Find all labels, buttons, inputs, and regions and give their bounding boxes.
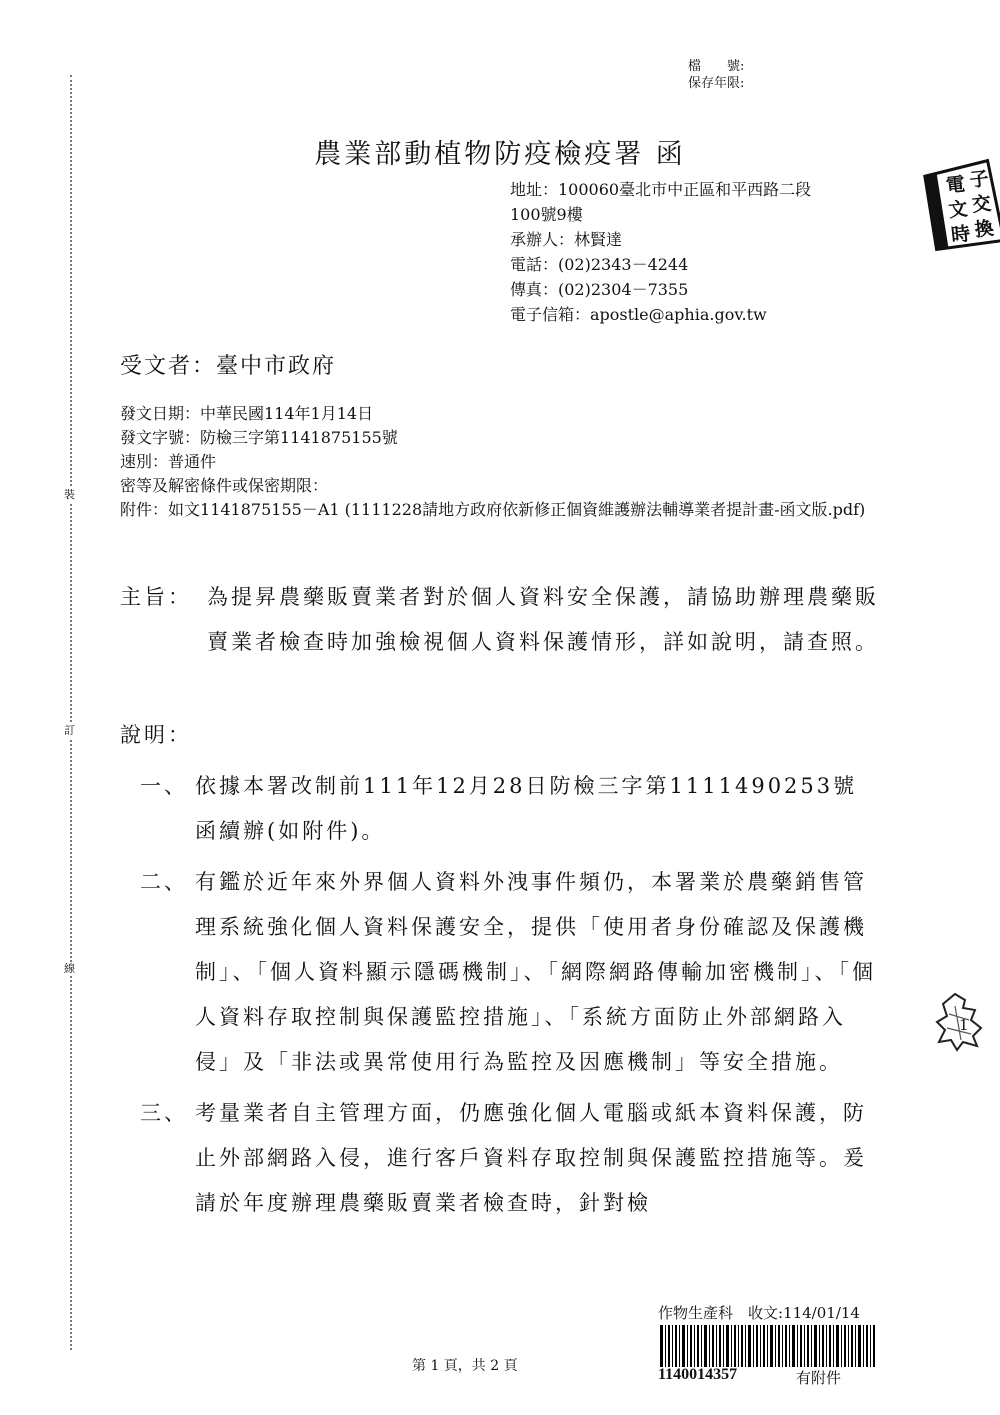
- recipient: 受文者：臺中市政府: [120, 354, 337, 379]
- barcode-bar: [719, 1325, 721, 1367]
- seal-number: 1: [959, 1016, 969, 1034]
- barcode-bar: [672, 1325, 673, 1367]
- barcode-bar: [712, 1325, 714, 1367]
- meta-block: [120, 402, 900, 522]
- barcode-bar: [709, 1325, 710, 1367]
- barcode-bar: [848, 1325, 849, 1367]
- explanation-label: 說明：: [120, 723, 192, 747]
- stamp-char-3: 文: [947, 198, 969, 222]
- barcode-number: 1140014357: [658, 1366, 738, 1383]
- received-stamp: 作物生產科 收文:114/01/14: [658, 1304, 860, 1322]
- retention-label: 保存年限:: [688, 76, 745, 91]
- attachment-note: 有附件: [796, 1369, 842, 1387]
- address-line-2: 100號9樓: [510, 205, 583, 224]
- barcode-bar: [723, 1325, 724, 1367]
- barcode-bar: [731, 1325, 732, 1367]
- barcode-bar: [694, 1325, 695, 1367]
- barcode-bar: [679, 1325, 680, 1367]
- barcode-bar: [866, 1325, 868, 1367]
- explanation-list: [140, 764, 880, 1232]
- fax: 傳真：(02)2304－7355: [510, 280, 689, 299]
- barcode-bar: [836, 1325, 839, 1367]
- barcode-bar: [748, 1325, 751, 1367]
- barcode-bar: [682, 1325, 685, 1367]
- item-number: 三、: [140, 1101, 188, 1125]
- barcode-bar: [814, 1325, 817, 1367]
- page-seal-mark: [935, 990, 985, 1052]
- contact-block: [510, 177, 811, 327]
- barcode: [658, 1325, 878, 1367]
- item-text: 考量業者自主管理方面，仍應強化個人電腦或紙本資料保護，防止外部網路入侵，進行客戶資料存取控制與保護監控措施等。爰請於年度辦理農藥販賣業者檢查時，針對檢: [195, 1101, 867, 1215]
- barcode-bar: [726, 1325, 729, 1367]
- barcode-bar: [778, 1325, 780, 1367]
- barcode-bar: [826, 1325, 827, 1367]
- barcode-bar: [873, 1325, 875, 1367]
- attachment-row: [120, 498, 900, 522]
- address-line-1: 地址：100060臺北市中正區和平西路二段: [510, 180, 812, 199]
- binding-mark-staple: 訂: [64, 724, 75, 737]
- file-number-label: 檔 號:: [688, 59, 745, 74]
- subject-text: 為提昇農藥販賣業者對於個人資料安全保護，請協助辦理農藥販賣業者檢查時加強檢視個人資料保護情形，詳如說明，請查照。: [207, 585, 879, 654]
- barcode-bar: [756, 1325, 758, 1367]
- barcode-bar: [775, 1325, 776, 1367]
- item-text: 有鑑於近年來外界個人資料外洩事件頻仍，本署業於農藥銷售管理系統強化個人資料保護安全，提供「使用者身份確認及保護機制」、「個人資料顯示隱碼機制」、「網際網路傳輸加密機制」、「個人資料存取控制與保護監控措施」、「系統方面防止外部網路入侵」及「非法或異常使用行為監控及因應機制」等安全措施。: [195, 870, 876, 1074]
- attachment-label: 附件：: [120, 500, 169, 519]
- barcode-bar: [675, 1325, 677, 1367]
- barcode-bar: [763, 1325, 765, 1367]
- binding-dotted-line: [70, 75, 72, 1350]
- barcode-bar: [800, 1325, 802, 1367]
- electronic-exchange-stamp: [918, 156, 1000, 253]
- barcode-bar: [844, 1325, 846, 1367]
- document-title: 農業部動植物防疫檢疫署 函: [314, 139, 686, 170]
- subject-block: [120, 575, 890, 665]
- barcode-bar: [819, 1325, 820, 1367]
- barcode-bar: [797, 1325, 798, 1367]
- barcode-bar: [829, 1325, 831, 1367]
- barcode-bar: [753, 1325, 754, 1367]
- explanation-item: [140, 764, 880, 854]
- barcode-bar: [804, 1325, 805, 1367]
- handler: 承辦人：林賢達: [510, 230, 623, 249]
- stamp-char-4: 交: [971, 192, 993, 217]
- email: 電子信箱：apostle@aphia.gov.tw: [510, 305, 767, 324]
- barcode-bar: [687, 1325, 688, 1367]
- barcode-bar: [668, 1325, 670, 1367]
- attachment-link[interactable]: 如文1141875155－A1 (1111228請地方政府依新修正個資維護辦法輔導業者提計畫-函文版.pdf): [168, 500, 866, 519]
- barcode-bar: [863, 1325, 864, 1367]
- barcode-bar: [760, 1325, 761, 1367]
- phone: 電話：(02)2343－4244: [510, 255, 689, 274]
- item-number: 一、: [140, 774, 188, 798]
- explanation-item: [140, 1091, 880, 1226]
- item-text: 依據本署改制前111年12月28日防檢三字第1111490253號函續辦(如附件)。: [195, 774, 858, 843]
- barcode-bar: [851, 1325, 853, 1367]
- barcode-bar: [716, 1325, 717, 1367]
- barcode-bar: [855, 1325, 856, 1367]
- subject-label: 主旨：: [120, 585, 192, 609]
- document-number: 發文字號：防檢三字第1141875155號: [120, 428, 398, 447]
- barcode-bar: [704, 1325, 707, 1367]
- stamp-char-2: 子: [968, 167, 990, 192]
- barcode-bar: [745, 1325, 746, 1367]
- barcode-bar: [870, 1325, 871, 1367]
- barcode-bar: [665, 1325, 666, 1367]
- barcode-bar: [833, 1325, 834, 1367]
- barcode-bar: [822, 1325, 824, 1367]
- barcode-bar: [807, 1325, 809, 1367]
- stamp-char-6: 換: [973, 217, 995, 242]
- barcode-bar: [690, 1325, 692, 1367]
- barcode-bar: [660, 1325, 663, 1367]
- security-level: 密等及解密條件或保密期限：: [120, 476, 329, 495]
- item-number: 二、: [140, 870, 188, 894]
- barcode-bar: [858, 1325, 861, 1367]
- barcode-bar: [741, 1325, 743, 1367]
- barcode-bar: [701, 1325, 702, 1367]
- barcode-bar: [782, 1325, 783, 1367]
- issue-date: 發文日期：中華民國114年1月14日: [120, 404, 374, 423]
- barcode-bar: [841, 1325, 842, 1367]
- barcode-bar: [811, 1325, 812, 1367]
- explanation-item: [140, 860, 880, 1085]
- delivery-speed: 速別：普通件: [120, 452, 217, 471]
- barcode-bar: [767, 1325, 768, 1367]
- stamp-char-5: 時: [950, 222, 972, 247]
- barcode-bar: [792, 1325, 795, 1367]
- file-info: [688, 58, 744, 92]
- barcode-bar: [738, 1325, 739, 1367]
- binding-mark-bind: 裝: [64, 488, 75, 501]
- barcode-bar: [734, 1325, 736, 1367]
- barcode-bar: [697, 1325, 699, 1367]
- binding-mark-line: 線: [64, 962, 75, 975]
- stamp-char-1: 電: [944, 173, 967, 198]
- page-number: 第 1 頁，共 2 頁: [412, 1358, 518, 1374]
- barcode-bar: [770, 1325, 773, 1367]
- barcode-bar: [789, 1325, 790, 1367]
- barcode-bar: [785, 1325, 787, 1367]
